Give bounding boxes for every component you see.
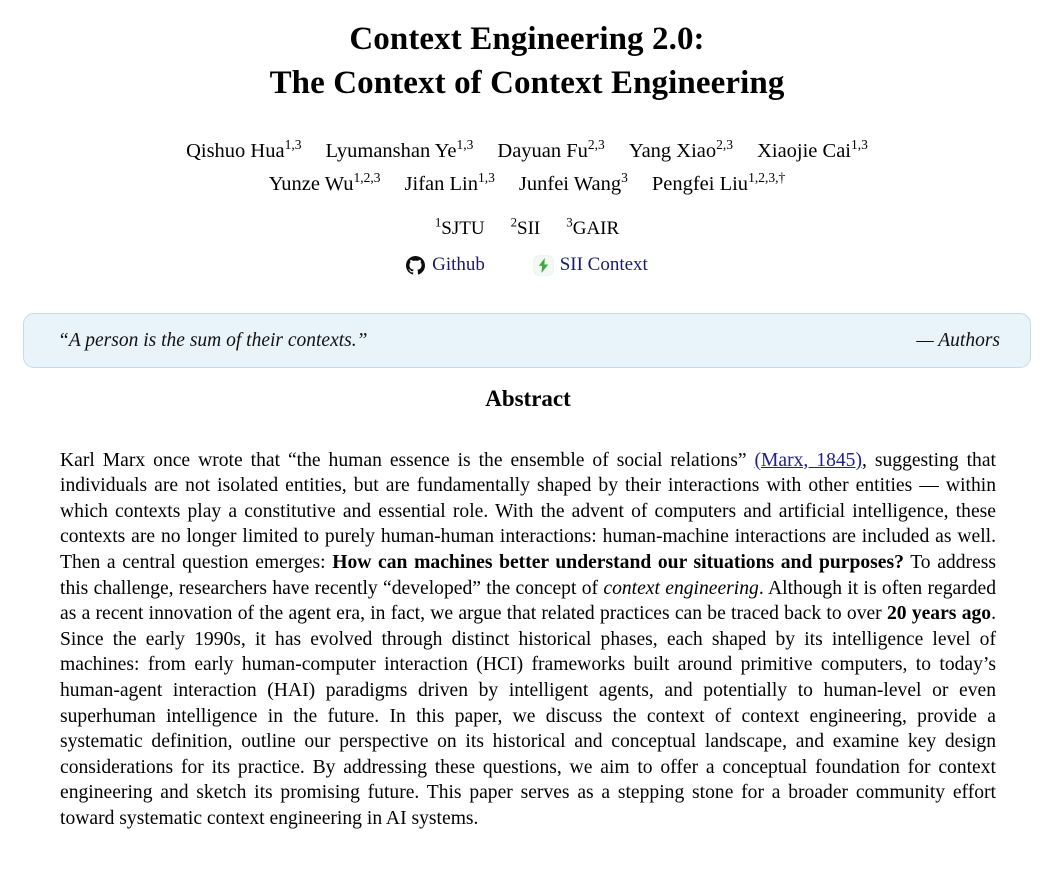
abstract-segment: To address this challenge, researchers have recently “developed” the concept of	[60, 551, 997, 599]
author-row-2	[0, 168, 1054, 201]
github-icon	[406, 256, 425, 275]
author-name: Qishuo Hua	[186, 140, 285, 163]
title-line-1: Context Engineering 2.0:	[349, 21, 705, 57]
title-line-2: The Context of Context Engineering	[269, 64, 785, 101]
github-link[interactable]	[406, 254, 485, 276]
author-list	[0, 135, 1054, 201]
abstract-segment: Karl Marx once wrote that “the human essence is the ensemble of social relations”	[60, 449, 755, 471]
author-name: Pengfei Liu	[651, 172, 749, 195]
abstract-text	[60, 448, 996, 832]
quote-text: “A person is the sum of their contexts.”	[58, 329, 368, 351]
author-affiliation-marker: 1,3	[456, 137, 474, 153]
author	[405, 168, 495, 201]
resource-links	[0, 254, 1054, 277]
quote-attribution: — Authors	[916, 329, 1000, 351]
author-name: Lyumanshan Ye	[325, 140, 457, 163]
affiliation-name: SII	[517, 217, 541, 239]
abstract-segment: . Although it is often regarded as a recent innovation of the agent era, in fact, we argue that related practices can be traced back to over	[60, 577, 997, 625]
author-affiliation-marker: 1,2,3,†	[748, 170, 786, 186]
author-affiliation-marker: 1,3	[851, 137, 868, 153]
affiliation	[566, 214, 620, 240]
author-affiliation-marker: 1,3	[284, 137, 302, 153]
author-name: Dayuan Fu	[497, 140, 588, 163]
author-name: Junfei Wang	[518, 172, 622, 195]
abstract-heading: Abstract	[485, 386, 571, 411]
abstract-bold-timespan: 20 years ago	[886, 603, 992, 625]
abstract-segment: . Since the early 1990s, it has evolved through distinct historical phases, each shaped by its intelligence level of machines: from early human-computer interaction (HCI) frameworks built around primitive computers, to today’s human-agent interaction (HAI) paradigms driven by intelligent agents, and potentially to human-level or even superhuman intelligence in the future. In this paper, we discuss the context of context engineering, provide a systematic definition, outline our perspective on its historical and conceptual landscape, and examine key design considerations for its practice. By addressing these questions, we aim to offer a conceptual foundation for context engineering and sketch its promising future. This paper serves as a stepping stone for a broader community effort toward systematic context engineering in AI systems.	[60, 603, 996, 829]
author-name: Xiaojie Cai	[757, 140, 851, 163]
abstract-segment: , suggesting that individuals are not isolated entities, but are fundamentally shaped by their interactions with other entities — within which contexts play a constitutive and essential role. With the advent of computers and artificial intelligence, these contexts are no longer limited to purely human-human interactions: human-machine interactions are included as well. Then a central question emerges:	[60, 449, 996, 573]
author-row-1	[0, 135, 1054, 168]
author	[629, 135, 733, 168]
sii-bolt-icon	[534, 256, 553, 275]
author	[757, 135, 868, 168]
author	[269, 168, 381, 201]
author-affiliation-marker: 3	[621, 170, 628, 186]
affiliation-marker: 3	[566, 214, 573, 230]
affiliation-marker: 1	[434, 214, 442, 230]
affiliation-marker: 2	[510, 214, 518, 230]
sii-context-link[interactable]	[534, 254, 648, 276]
abstract-section	[60, 386, 997, 851]
author-affiliation-marker: 1,2,3	[353, 170, 381, 186]
author	[519, 168, 628, 201]
author-affiliation-marker: 1,3	[478, 170, 495, 186]
author-name: Yunze Wu	[268, 172, 354, 195]
affiliation	[510, 214, 541, 240]
quote-banner	[23, 313, 1031, 368]
page-title	[0, 0, 1054, 105]
author-affiliation-marker: 2,3	[587, 137, 605, 153]
citation-link-marx-1845[interactable]: (Marx, 1845)	[754, 449, 862, 471]
affiliation	[434, 214, 485, 240]
abstract-italic-term: context engineering	[603, 577, 759, 599]
affiliation-list	[0, 214, 1054, 240]
author	[497, 135, 604, 168]
affiliation-name: SJTU	[441, 217, 485, 239]
author	[326, 135, 474, 168]
github-link-label: Github	[432, 254, 485, 276]
sii-context-link-label: SII Context	[559, 254, 648, 276]
affiliation-name: GAIR	[572, 217, 620, 239]
author-affiliation-marker: 2,3	[716, 137, 734, 153]
author-name: Jifan Lin	[404, 172, 478, 195]
author	[186, 135, 301, 168]
abstract-bold-question: How can machines better understand our situations and purposes?	[332, 551, 904, 573]
author-name: Yang Xiao	[628, 140, 717, 163]
author	[652, 168, 785, 201]
